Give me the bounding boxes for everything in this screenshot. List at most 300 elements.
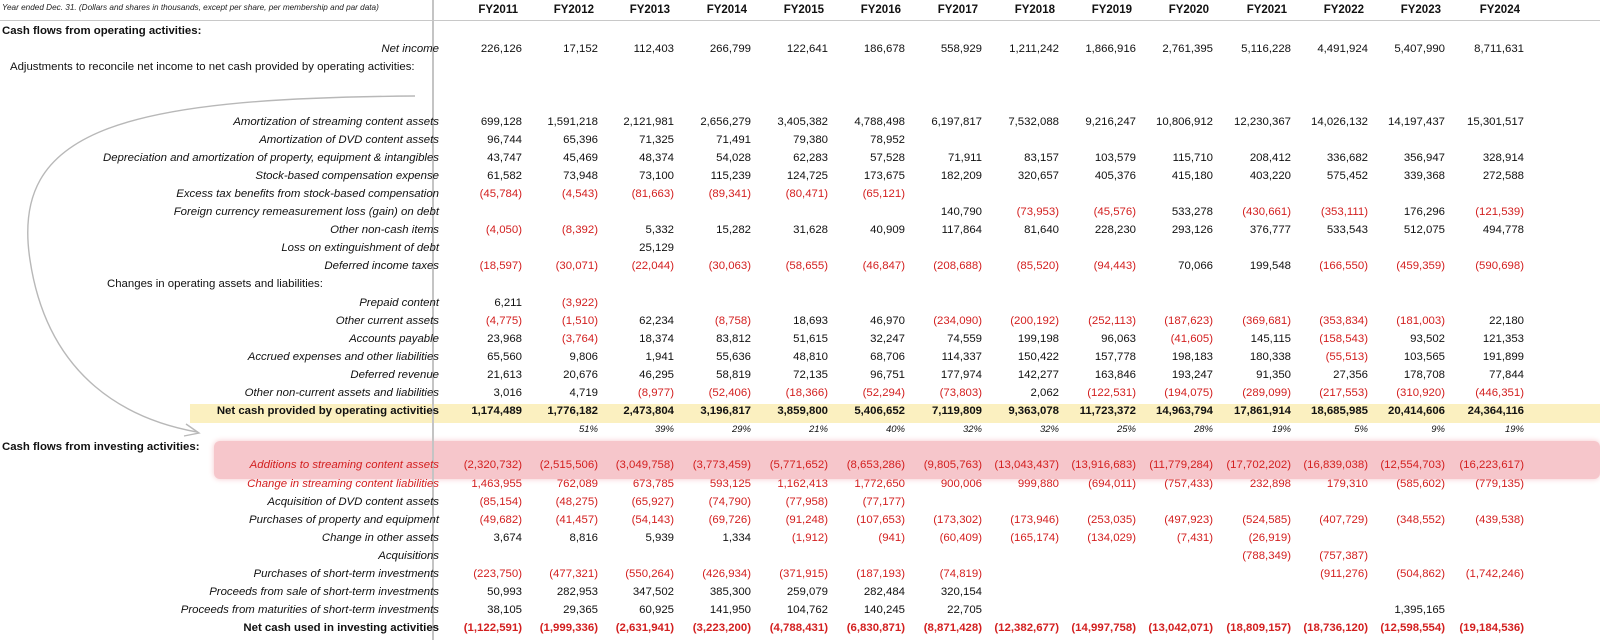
cell-fy2016: 5,406,652 [854,405,905,418]
cell-fy2015: (80,471) [785,187,828,200]
cell-fy2024: (779,135) [1475,477,1524,490]
cell-fy2022: 336,682 [1326,151,1368,164]
cell-fy2013: 112,403 [633,43,674,56]
row-label: Purchases of short-term investments [253,568,439,580]
cell-fy2022: 533,543 [1326,224,1368,237]
cell-fy2020: (497,923) [1164,513,1213,526]
row-label: Acquisition of DVD content assets [267,495,439,508]
cell-fy2014: (74,790) [708,495,751,508]
row-label: Depreciation and amortization of property, equipment & intangibles [102,151,439,164]
cell-fy2017: 117,864 [941,224,982,237]
cell-fy2023: (310,920) [1396,387,1445,399]
cell-fy2024: 19% [1504,424,1524,436]
cell-fy2016: 40% [885,424,905,436]
cell-fy2019: (122,531) [1087,387,1136,399]
cell-fy2014: 593,125 [709,477,751,490]
cell-fy2012: (4,543) [561,187,598,200]
cell-fy2013: 2,473,804 [623,405,674,418]
cell-fy2011: 38,105 [487,604,522,617]
cell-fy2020: 115,710 [1172,151,1213,164]
cell-fy2019: (14,997,758) [1071,622,1136,635]
cell-fy2011: 1,463,955 [471,477,522,490]
cell-fy2012: 29,365 [563,604,598,617]
cell-fy2021: 19% [1271,424,1291,436]
cell-fy2012: (3,922) [561,296,598,309]
cell-fy2015: (5,771,652) [769,459,828,472]
cell-fy2014: (3,223,200) [692,622,751,635]
cell-fy2022: (16,839,038) [1303,459,1368,472]
cell-fy2015: (4,788,431) [769,622,828,635]
cell-fy2012: 1,591,218 [547,115,598,128]
year-header-fy2020: FY2020 [1168,4,1209,16]
cell-fy2021: 199,548 [1249,260,1291,273]
row-label: Accounts payable [349,332,439,345]
cell-fy2021: 403,220 [1249,169,1291,182]
cell-fy2019: (94,443) [1093,260,1136,273]
row-label: Loss on extinguishment of debt [281,242,439,255]
year-header-fy2013: FY2013 [629,4,670,16]
cell-fy2019: (13,916,683) [1071,459,1136,472]
cell-fy2017: (74,819) [939,568,982,580]
cell-fy2021: (26,919) [1248,531,1291,544]
cell-fy2019: 9,216,247 [1085,115,1136,128]
table-row [0,457,1600,476]
cell-fy2024: 272,588 [1482,169,1524,182]
arrow-annotation [0,0,430,450]
cell-fy2018: 81,640 [1024,224,1059,237]
cell-fy2014: 2,656,279 [700,115,751,128]
cell-fy2018: 320,657 [1017,169,1059,182]
cell-fy2022: (217,553) [1319,387,1368,399]
row-label: Adjustments to reconcile net income to net cash provided by operating activities: [10,61,415,74]
cell-fy2023: (459,359) [1396,260,1445,273]
cell-fy2014: 15,282 [716,224,751,237]
cell-fy2011: (4,775) [485,314,522,327]
cell-fy2024: (121,539) [1475,206,1524,218]
cell-fy2011: 21,613 [487,368,522,381]
cell-fy2015: 1,162,413 [777,477,828,490]
cell-fy2015: 62,283 [793,151,828,164]
cell-fy2013: 5,332 [645,224,674,237]
cell-fy2013: 62,234 [639,314,674,327]
cell-fy2018: (200,192) [1010,314,1059,327]
cell-fy2013: 39% [654,424,674,436]
row-label: Amortization of streaming content assets [233,115,439,128]
table-row [0,548,1600,567]
cell-fy2011: 50,993 [487,586,522,599]
cell-fy2016: 1,772,650 [854,477,905,490]
cell-fy2016: (107,653) [856,513,905,526]
cell-fy2017: 7,119,809 [931,405,982,418]
cell-fy2013: 673,785 [632,477,674,490]
cell-fy2016: (8,653,286) [846,459,905,472]
row-label: Prepaid content [359,296,439,309]
cell-fy2017: 22,705 [947,604,982,617]
cell-fy2021: (289,099) [1242,387,1291,399]
cell-fy2015: 3,405,382 [777,115,828,128]
cell-fy2015: 122,641 [786,43,828,56]
cell-fy2021: 232,898 [1249,477,1291,490]
cell-fy2014: 266,799 [709,43,751,56]
cell-fy2017: 71,911 [948,151,982,164]
row-label: Purchases of property and equipment [249,513,439,526]
cell-fy2023: 103,565 [1403,350,1445,363]
cell-fy2015: 48,810 [793,350,828,363]
cell-fy2015: 259,079 [786,586,828,599]
cell-fy2015: 104,762 [786,604,828,617]
cell-fy2011: 96,744 [487,133,522,146]
year-header-fy2019: FY2019 [1091,4,1132,16]
cell-fy2016: (187,193) [856,568,905,580]
year-header-fy2024: FY2024 [1479,4,1520,16]
cell-fy2012: (1,999,336) [539,622,598,635]
cell-fy2023: 14,197,437 [1387,115,1445,128]
cell-fy2024: (439,538) [1475,513,1524,526]
cell-fy2012: 45,469 [563,151,598,164]
cell-fy2016: 140,245 [863,604,905,617]
cell-fy2021: 145,115 [1250,332,1291,345]
cell-fy2019: 157,778 [1094,350,1136,363]
cell-fy2019: (252,113) [1088,314,1136,327]
cell-fy2021: (430,661) [1242,206,1291,218]
cell-fy2017: 114,337 [941,350,982,363]
cell-fy2017: (73,803) [939,387,982,399]
cell-fy2014: 54,028 [716,151,751,164]
cell-fy2020: (11,779,284) [1149,459,1213,472]
row-label: Net income [381,43,439,56]
cell-fy2023: 9% [1431,424,1445,436]
cell-fy2024: 22,180 [1489,314,1524,327]
cell-fy2011: (1,122,591) [463,622,522,635]
cell-fy2016: (46,847) [862,260,905,273]
cell-fy2020: 198,183 [1171,350,1213,363]
table-row [0,512,1600,531]
row-label: Other non-current assets and liabilities [244,387,439,399]
row-label: Acquisitions [378,549,439,562]
cell-fy2024: 77,844 [1489,368,1524,381]
cell-fy2013: 18,374 [639,332,674,345]
cell-fy2017: (9,805,763) [923,459,982,472]
cell-fy2020: (13,042,071) [1148,622,1213,635]
table-row [0,620,1600,639]
cell-fy2022: 5% [1354,424,1368,436]
cell-fy2018: 999,880 [1017,477,1059,490]
year-header-fy2017: FY2017 [937,4,978,16]
cell-fy2018: 83,157 [1024,151,1059,164]
cell-fy2024: (446,351) [1475,387,1524,399]
table-row [0,584,1600,603]
cell-fy2018: (173,946) [1010,513,1059,526]
cell-fy2022: (158,543) [1319,332,1368,345]
cell-fy2014: (69,726) [708,513,751,526]
cell-fy2023: (12,598,554) [1380,622,1445,635]
cell-fy2016: 68,706 [870,350,905,363]
row-label: Additions to streaming content assets [249,459,439,472]
cell-fy2016: 186,678 [863,43,905,56]
cell-fy2024: (19,184,536) [1459,622,1524,635]
cell-fy2013: 1,941 [645,350,674,363]
cell-fy2023: 176,296 [1403,206,1445,218]
table-row [0,602,1600,621]
cell-fy2015: (58,655) [785,260,828,273]
cell-fy2014: 385,300 [709,586,751,599]
cell-fy2024: 121,353 [1482,332,1524,345]
cell-fy2012: 65,396 [563,133,598,146]
cell-fy2023: 5,407,990 [1394,43,1445,56]
cell-fy2017: 182,209 [940,169,982,182]
cell-fy2012: 9,806 [569,350,598,363]
cell-fy2015: 18,693 [793,314,828,327]
cell-fy2021: (788,349) [1242,549,1291,562]
cell-fy2013: 73,100 [639,169,674,182]
cell-fy2021: 376,777 [1249,224,1291,237]
cell-fy2024: (590,698) [1475,260,1524,273]
header-note: Year ended Dec. 31. (Dollars and shares in thousands, except per share, per membership and par data) [2,3,379,12]
cell-fy2024: (16,223,617) [1459,459,1524,472]
cell-fy2013: (54,143) [631,513,674,526]
cell-fy2016: 282,484 [863,586,905,599]
cell-fy2012: 762,089 [556,477,598,490]
row-label: Changes in operating assets and liabilities: [107,278,323,291]
cell-fy2014: (30,063) [708,260,751,273]
cell-fy2014: 58,819 [716,368,751,381]
cell-fy2012: 282,953 [556,586,598,599]
cell-fy2013: 2,121,981 [623,115,674,128]
cell-fy2011: 3,674 [493,531,522,544]
cell-fy2012: (30,071) [555,260,598,273]
cell-fy2018: 9,363,078 [1008,405,1059,418]
cell-fy2019: 11,723,372 [1079,405,1136,418]
cell-fy2015: 72,135 [793,368,828,381]
cell-fy2018: 2,062 [1030,387,1059,399]
cell-fy2020: 14,963,794 [1155,405,1213,418]
cell-fy2020: 28% [1193,424,1213,436]
year-header-fy2022: FY2022 [1323,4,1364,16]
row-label: Amortization of DVD content assets [259,133,439,146]
cell-fy2017: 74,559 [947,332,982,345]
cell-fy2022: (353,111) [1320,206,1368,218]
cell-fy2019: 103,579 [1094,151,1136,164]
year-header-fy2014: FY2014 [706,4,747,16]
cell-fy2011: 226,126 [480,43,522,56]
cell-fy2012: (477,321) [549,568,598,580]
cell-fy2018: (85,520) [1016,260,1059,273]
cell-fy2017: (208,688) [933,260,982,273]
cell-fy2024: 494,778 [1482,224,1524,237]
row-label: Other current assets [335,314,439,327]
cell-fy2014: 83,812 [716,332,751,345]
cell-fy2022: 179,310 [1326,477,1368,490]
cell-fy2020: 70,066 [1178,260,1213,273]
cell-fy2018: 150,422 [1017,350,1059,363]
cell-fy2021: 208,412 [1249,151,1291,164]
cell-fy2011: 1,174,489 [471,405,522,418]
cell-fy2022: 18,685,985 [1310,405,1368,418]
cell-fy2023: 339,368 [1403,169,1445,182]
cell-fy2019: 1,866,916 [1085,43,1136,56]
cell-fy2023: 1,395,165 [1394,604,1445,617]
cell-fy2022: (353,834) [1319,314,1368,327]
cell-fy2023: 178,708 [1403,368,1445,381]
cell-fy2016: (6,830,871) [846,622,905,635]
row-label: Change in other assets [321,531,439,544]
cell-fy2017: (234,090) [933,314,982,327]
cell-fy2018: (73,953) [1016,206,1059,218]
cell-fy2015: (91,248) [785,513,828,526]
cell-fy2011: 6,211 [494,296,522,309]
cell-fy2016: 4,788,498 [854,115,905,128]
table-row [0,476,1600,495]
cell-fy2012: 51% [578,424,598,436]
cell-fy2018: (12,382,677) [994,622,1059,635]
cell-fy2015: (77,958) [785,495,828,508]
cell-fy2023: 356,947 [1403,151,1445,164]
cell-fy2020: 193,247 [1171,368,1213,381]
cell-fy2016: 40,909 [870,224,905,237]
cell-fy2014: (426,934) [702,568,751,580]
cell-fy2014: 29% [731,424,751,436]
cell-fy2020: 2,761,395 [1162,43,1213,56]
row-label: Deferred income taxes [324,260,439,273]
cell-fy2019: 405,376 [1094,169,1136,182]
cell-fy2022: (55,513) [1325,350,1368,363]
table-row [0,494,1600,513]
cell-fy2018: 7,532,088 [1008,115,1059,128]
row-label: Proceeds from sale of short-term investments [209,586,439,599]
cell-fy2011: 65,560 [487,350,522,363]
cell-fy2012: 1,776,182 [547,405,598,418]
cell-fy2023: 20,414,606 [1387,405,1445,418]
cell-fy2014: (52,406) [708,387,751,399]
cell-fy2018: 142,277 [1017,368,1059,381]
cell-fy2022: (18,736,120) [1303,622,1368,635]
cell-fy2018: 199,198 [1017,332,1059,345]
cell-fy2019: 25% [1116,424,1136,436]
cell-fy2013: 48,374 [639,151,674,164]
cell-fy2021: 12,230,367 [1233,115,1291,128]
cell-fy2012: (2,515,506) [539,459,598,472]
cell-fy2020: (187,623) [1164,314,1213,327]
row-label: Net cash provided by operating activities [216,405,439,418]
cell-fy2013: (2,631,941) [615,622,674,635]
row-label: Change in streaming content liabilities [247,477,439,490]
cell-fy2016: (65,121) [862,187,905,200]
cell-fy2020: (757,433) [1164,477,1213,490]
cell-fy2020: 533,278 [1171,206,1213,218]
cell-fy2012: (41,457) [555,513,598,526]
cell-fy2022: 4,491,924 [1317,43,1368,56]
cell-fy2016: 32,247 [870,332,905,345]
cell-fy2023: (348,552) [1396,513,1445,526]
cell-fy2013: (65,927) [631,495,674,508]
cell-fy2021: 5,116,228 [1241,43,1291,56]
cell-fy2017: (173,302) [933,513,982,526]
cell-fy2011: 3,016 [493,387,522,399]
cell-fy2012: 73,948 [563,169,598,182]
year-header-fy2018: FY2018 [1014,4,1055,16]
cell-fy2018: 32% [1039,424,1059,436]
cell-fy2011: (223,750) [473,568,522,580]
cell-fy2022: (757,387) [1319,549,1368,562]
cell-fy2020: (41,605) [1170,332,1213,345]
cell-fy2016: 78,952 [870,133,905,146]
cell-fy2011: (45,784) [479,187,522,200]
cell-fy2024: 8,711,631 [1474,43,1524,56]
year-header-fy2023: FY2023 [1400,4,1441,16]
table-row [0,530,1600,549]
cell-fy2018: 1,211,242 [1009,43,1059,56]
cell-fy2011: (18,597) [479,260,522,273]
cell-fy2024: 24,364,116 [1467,405,1524,418]
cell-fy2013: 5,939 [645,531,674,544]
cell-fy2014: (8,758) [714,314,751,327]
cell-fy2017: 320,154 [940,586,982,599]
cell-fy2015: (371,915) [779,568,828,580]
cell-fy2024: 191,899 [1482,350,1524,363]
row-label: Excess tax benefits from stock-based compensation [176,187,439,200]
cell-fy2011: (85,154) [479,495,522,508]
cell-fy2021: 180,338 [1249,350,1291,363]
cell-fy2013: 347,502 [632,586,674,599]
cell-fy2013: 25,129 [639,242,674,255]
cell-fy2014: 3,196,817 [700,405,751,418]
cell-fy2013: (81,663) [631,187,674,200]
cell-fy2015: 21% [808,424,828,436]
cell-fy2023: 93,502 [1410,332,1445,345]
cell-fy2012: 17,152 [563,43,598,56]
row-label: Deferred revenue [350,368,439,381]
cell-fy2023: (12,554,703) [1380,459,1445,472]
section-heading: Cash flows from operating activities: [2,25,202,37]
cell-fy2019: (45,576) [1093,206,1136,218]
row-label: Other non-cash items [330,224,439,237]
cell-fy2011: 23,968 [487,332,522,345]
row-label: Stock-based compensation expense [255,169,439,182]
cell-fy2024: 328,914 [1482,151,1524,164]
cell-fy2017: (8,871,428) [923,622,982,635]
cell-fy2017: 140,790 [940,206,982,218]
cell-fy2012: 4,719 [569,387,598,399]
cell-fy2016: 173,675 [863,169,905,182]
cell-fy2011: 43,747 [487,151,522,164]
cell-fy2013: 60,925 [639,604,674,617]
cell-fy2022: (166,550) [1319,260,1368,273]
cell-fy2011: 61,582 [487,169,522,182]
year-header-fy2015: FY2015 [783,4,824,16]
cell-fy2016: (941) [878,531,905,544]
cell-fy2018: (165,174) [1010,531,1059,544]
cell-fy2011: (4,050) [485,224,522,237]
cell-fy2013: (8,977) [637,387,674,399]
cell-fy2017: 6,197,817 [931,115,982,128]
cell-fy2014: 1,334 [722,531,751,544]
cell-fy2012: (48,275) [555,495,598,508]
cell-fy2015: 79,380 [793,133,828,146]
row-label: Accrued expenses and other liabilities [247,350,439,363]
cell-fy2016: 96,751 [870,368,905,381]
cell-fy2019: (253,035) [1087,513,1136,526]
cell-fy2022: 14,026,132 [1310,115,1368,128]
row-label: Foreign currency remeasurement loss (gain) on debt [173,206,439,218]
row-label: Net cash used in investing activities [243,622,439,635]
cell-fy2023: (585,602) [1396,477,1445,490]
cell-fy2019: 163,846 [1094,368,1136,381]
cell-fy2017: (60,409) [939,531,982,544]
cell-fy2014: 115,239 [710,169,751,182]
cell-fy2012: (8,392) [561,224,598,237]
cell-fy2011: 699,128 [480,115,522,128]
cell-fy2012: (1,510) [561,314,598,327]
